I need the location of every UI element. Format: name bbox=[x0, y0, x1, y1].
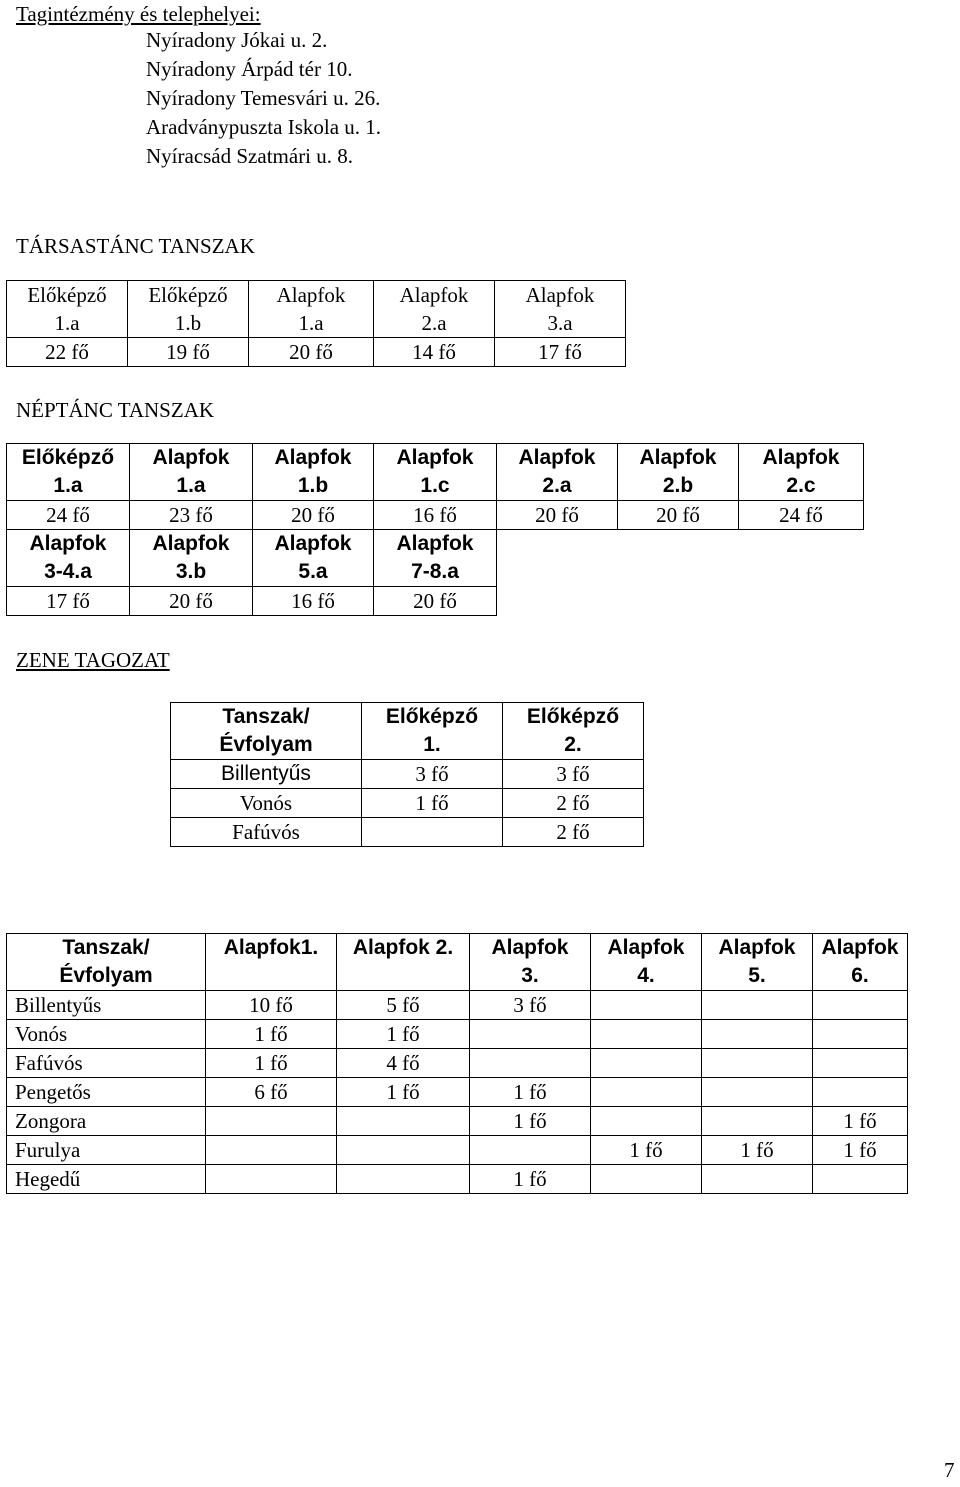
cell bbox=[813, 1049, 908, 1078]
cell: 2 fő bbox=[503, 789, 644, 818]
count-cell: 20 fő bbox=[130, 587, 253, 616]
cell bbox=[470, 1020, 591, 1049]
table-row bbox=[171, 789, 644, 818]
cell: 3 fő bbox=[503, 760, 644, 789]
cell: 1 fő bbox=[813, 1136, 908, 1165]
header-cell: Előképző 2. bbox=[503, 703, 644, 760]
count-cell: 16 fő bbox=[374, 501, 497, 530]
cell: Pengetős bbox=[7, 1078, 206, 1107]
cell: 1 fő bbox=[470, 1078, 591, 1107]
table-row bbox=[7, 1107, 908, 1136]
cell: 5 fő bbox=[337, 991, 470, 1020]
cell bbox=[702, 1049, 813, 1078]
cell: 1 fő bbox=[470, 1165, 591, 1194]
table-row bbox=[7, 587, 497, 616]
header-cell: Alapfok 1.b bbox=[253, 444, 374, 501]
cell bbox=[337, 1136, 470, 1165]
cell: Fafúvós bbox=[7, 1049, 206, 1078]
cell bbox=[702, 1078, 813, 1107]
header-cell: Alapfok 2.c bbox=[739, 444, 864, 501]
table-row bbox=[7, 1165, 908, 1194]
cell bbox=[470, 1049, 591, 1078]
header-cell: Alapfok 6. bbox=[813, 934, 908, 991]
cell: 1 fő bbox=[337, 1020, 470, 1049]
cell bbox=[813, 1020, 908, 1049]
table-row bbox=[171, 760, 644, 789]
header-cell: Alapfok 1.a bbox=[249, 281, 374, 338]
table-row bbox=[7, 1078, 908, 1107]
header-cell: Alapfok 7-8.a bbox=[374, 530, 497, 587]
cell: 1 fő bbox=[206, 1020, 337, 1049]
count-cell: 17 fő bbox=[495, 338, 626, 367]
header-cell: Tanszak/ Évfolyam bbox=[171, 703, 362, 760]
zene-table-2 bbox=[6, 933, 908, 1194]
cell: 1 fő bbox=[362, 789, 503, 818]
cell bbox=[206, 1165, 337, 1194]
header-cell: Alapfok 1.c bbox=[374, 444, 497, 501]
table-row bbox=[7, 501, 864, 530]
cell bbox=[206, 1107, 337, 1136]
header-cell: Alapfok 2.a bbox=[374, 281, 495, 338]
cell: 2 fő bbox=[503, 818, 644, 847]
cell bbox=[813, 1078, 908, 1107]
cell: Hegedű bbox=[7, 1165, 206, 1194]
cell: Vonós bbox=[171, 789, 362, 818]
count-cell: 20 fő bbox=[374, 587, 497, 616]
count-cell: 23 fő bbox=[130, 501, 253, 530]
cell bbox=[591, 1078, 702, 1107]
count-cell: 20 fő bbox=[618, 501, 739, 530]
cell: 1 fő bbox=[470, 1107, 591, 1136]
cell: Furulya bbox=[7, 1136, 206, 1165]
count-cell: 20 fő bbox=[249, 338, 374, 367]
neptanc-title: NÉPTÁNC TANSZAK bbox=[16, 398, 215, 422]
table-row bbox=[171, 818, 644, 847]
count-cell: 22 fő bbox=[7, 338, 128, 367]
cell: Fafúvós bbox=[171, 818, 362, 847]
header-cell: Előképző 1.b bbox=[128, 281, 249, 338]
count-cell: 24 fő bbox=[739, 501, 864, 530]
address-item: Aradványpuszta Iskola u. 1. bbox=[146, 115, 382, 139]
cell: 4 fő bbox=[337, 1049, 470, 1078]
cell: Zongora bbox=[7, 1107, 206, 1136]
zene-table-1 bbox=[170, 702, 644, 847]
count-cell: 20 fő bbox=[497, 501, 618, 530]
header-cell: Alapfok 1.a bbox=[130, 444, 253, 501]
cell: 1 fő bbox=[702, 1136, 813, 1165]
cell bbox=[206, 1136, 337, 1165]
cell: 1 fő bbox=[813, 1107, 908, 1136]
count-cell: 14 fő bbox=[374, 338, 495, 367]
cell: Vonós bbox=[7, 1020, 206, 1049]
header-cell: Alapfok 5.a bbox=[253, 530, 374, 587]
intro-label: Tagintézmény és telephelyei: bbox=[16, 2, 261, 26]
cell: 10 fő bbox=[206, 991, 337, 1020]
header-cell: Előképző 1.a bbox=[7, 281, 128, 338]
count-cell: 16 fő bbox=[253, 587, 374, 616]
table-row bbox=[7, 991, 908, 1020]
cell bbox=[813, 1165, 908, 1194]
table-header-row bbox=[7, 281, 626, 338]
cell bbox=[702, 1165, 813, 1194]
cell bbox=[591, 1107, 702, 1136]
cell bbox=[337, 1107, 470, 1136]
header-cell: Alapfok 4. bbox=[591, 934, 702, 991]
address-item: Nyíradony Árpád tér 10. bbox=[146, 57, 353, 81]
cell bbox=[470, 1136, 591, 1165]
count-cell: 24 fő bbox=[7, 501, 130, 530]
cell bbox=[702, 991, 813, 1020]
cell bbox=[591, 1165, 702, 1194]
header-cell: Előképző 1. bbox=[362, 703, 503, 760]
tarsastanc-title: TÁRSASTÁNC TANSZAK bbox=[16, 234, 255, 258]
table-row bbox=[7, 338, 626, 367]
cell: Billentyűs bbox=[171, 760, 362, 789]
cell bbox=[591, 1049, 702, 1078]
table-header-row bbox=[7, 934, 908, 991]
cell: 1 fő bbox=[337, 1078, 470, 1107]
header-cell: Alapfok 3.b bbox=[130, 530, 253, 587]
address-item: Nyíracsád Szatmári u. 8. bbox=[146, 144, 354, 168]
neptanc-table-1 bbox=[6, 443, 864, 530]
cell: 1 fő bbox=[591, 1136, 702, 1165]
table-header-row bbox=[171, 703, 644, 760]
table-header-row bbox=[7, 530, 497, 587]
cell: 3 fő bbox=[362, 760, 503, 789]
count-cell: 19 fő bbox=[128, 338, 249, 367]
table-row bbox=[7, 1049, 908, 1078]
cell bbox=[362, 818, 503, 847]
tarsastanc-table bbox=[6, 280, 626, 367]
cell bbox=[591, 991, 702, 1020]
table-header-row bbox=[7, 444, 864, 501]
header-cell: Előképző 1.a bbox=[7, 444, 130, 501]
cell bbox=[337, 1165, 470, 1194]
cell: 6 fő bbox=[206, 1078, 337, 1107]
header-cell: Tanszak/ Évfolyam bbox=[7, 934, 206, 991]
table-row bbox=[7, 1020, 908, 1049]
table-row bbox=[7, 1136, 908, 1165]
header-cell: Alapfok 3.a bbox=[495, 281, 626, 338]
page-number: 7 bbox=[944, 1458, 955, 1482]
header-cell: Alapfok 2. bbox=[337, 934, 470, 991]
cell: Billentyűs bbox=[7, 991, 206, 1020]
cell bbox=[702, 1020, 813, 1049]
header-cell: Alapfok 2.b bbox=[618, 444, 739, 501]
cell bbox=[702, 1107, 813, 1136]
header-cell: Alapfok 3. bbox=[470, 934, 591, 991]
count-cell: 17 fő bbox=[7, 587, 130, 616]
header-cell: Alapfok 2.a bbox=[497, 444, 618, 501]
cell: 1 fő bbox=[206, 1049, 337, 1078]
neptanc-table-2 bbox=[6, 529, 497, 616]
cell bbox=[591, 1020, 702, 1049]
header-cell: Alapfok1. bbox=[206, 934, 337, 991]
cell: 3 fő bbox=[470, 991, 591, 1020]
address-item: Nyíradony Jókai u. 2. bbox=[146, 28, 328, 52]
header-cell: Alapfok 3-4.a bbox=[7, 530, 130, 587]
zene-title: ZENE TAGOZAT bbox=[16, 648, 170, 672]
header-cell: Alapfok 5. bbox=[702, 934, 813, 991]
address-item: Nyíradony Temesvári u. 26. bbox=[146, 86, 381, 110]
count-cell: 20 fő bbox=[253, 501, 374, 530]
cell bbox=[813, 991, 908, 1020]
